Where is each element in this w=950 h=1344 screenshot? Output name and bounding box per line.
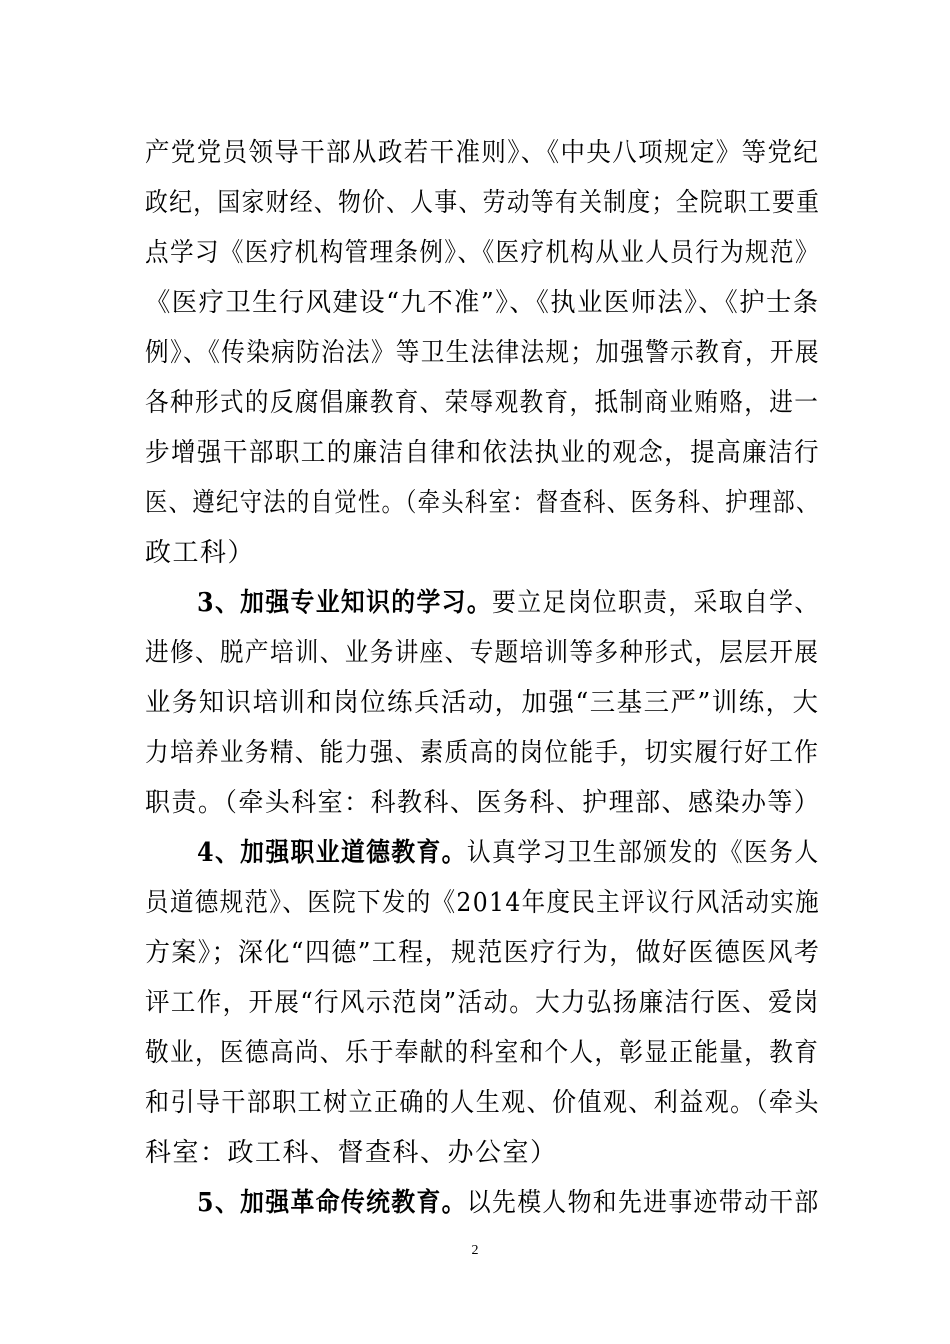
body-line: 例》、《传染病防治法》等卫生法律法规；加强警示教育，开展 bbox=[145, 338, 820, 368]
section-3-first-line bbox=[197, 586, 820, 620]
body-line: 各种形式的反腐倡廉教育、荣辱观教育，抵制商业贿赂，进一 bbox=[145, 388, 820, 418]
section-3-line: 职责。（牵头科室：科教科、医务科、护理部、感染办等） bbox=[145, 788, 821, 818]
section-5-heading: 5、加强革命传统教育。 bbox=[197, 1188, 467, 1218]
body-line: 《医疗卫生行风建设“九不准”》、《执业医师法》、《护士条 bbox=[145, 288, 820, 318]
section-4-line: 科室：政工科、督查科、办公室） bbox=[145, 1138, 558, 1168]
page-number: 2 bbox=[471, 1243, 479, 1258]
section-5-text: 以先模人物和先进事迹带动干部 bbox=[466, 1188, 820, 1218]
section-3-heading: 3、加强专业知识的学习。 bbox=[197, 588, 493, 618]
section-4-first-line bbox=[197, 836, 820, 870]
body-line: 政工科） bbox=[145, 538, 256, 568]
section-3-text: 要立足岗位职责，采取自学、 bbox=[492, 588, 820, 618]
section-4-heading: 4、加强职业道德教育。 bbox=[197, 838, 467, 868]
body-line: 医、遵纪守法的自觉性。（牵头科室：督查科、医务科、护理部、 bbox=[145, 488, 820, 518]
body-line: 点学习《医疗机构管理条例》、《医疗机构从业人员行为规范》 bbox=[145, 238, 820, 268]
section-5-first-line bbox=[197, 1186, 820, 1220]
section-4-line: 方案》；深化“四德”工程，规范医疗行为，做好医德医风考 bbox=[145, 938, 821, 968]
section-3-line: 业务知识培训和岗位练兵活动，加强“三基三严”训练，大 bbox=[145, 688, 820, 718]
section-3-line: 进修、脱产培训、业务讲座、专题培训等多种形式，层层开展 bbox=[145, 638, 820, 668]
section-4-line: 员道德规范》、医院下发的《2014年度民主评议行风活动实施 bbox=[145, 888, 820, 918]
section-4-line: 和引导干部职工树立正确的人生观、价值观、利益观。（牵头 bbox=[145, 1088, 820, 1118]
body-line: 产党党员领导干部从政若干准则》、《中央八项规定》等党纪 bbox=[145, 138, 820, 168]
section-4-text: 认真学习卫生部颁发的《医务人 bbox=[466, 838, 820, 868]
body-line: 步增强干部职工的廉洁自律和依法执业的观念，提高廉洁行 bbox=[145, 438, 820, 468]
section-4-line: 敬业，医德高尚、乐于奉献的科室和个人，彰显正能量，教育 bbox=[145, 1038, 820, 1068]
section-4-line: 评工作，开展“行风示范岗”活动。大力弘扬廉洁行医、爱岗 bbox=[145, 988, 820, 1018]
section-3-line: 力培养业务精、能力强、素质高的岗位能手，切实履行好工作 bbox=[145, 738, 820, 768]
body-line: 政纪，国家财经、物价、人事、劳动等有关制度；全院职工要重 bbox=[145, 188, 821, 218]
